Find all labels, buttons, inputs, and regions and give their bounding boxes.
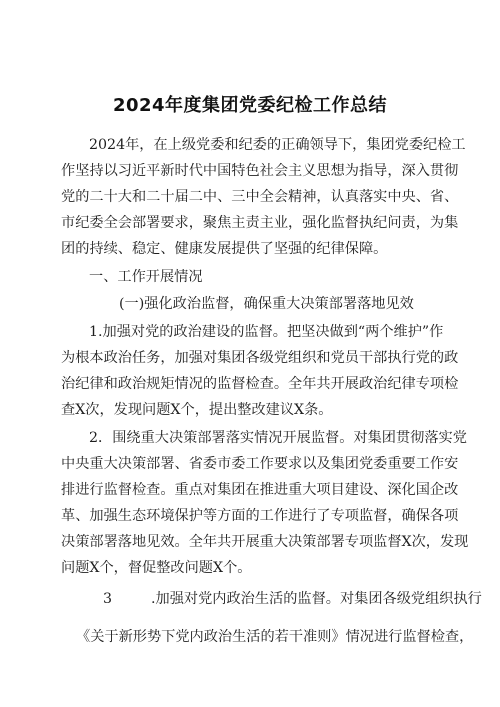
item-1-line-4: 查X次，发现问题X个，提出整改建议X条。: [61, 402, 333, 418]
item-2-line-3: 排进行监督检查。重点对集团在推进重大项目建设、深化国企改: [61, 482, 459, 498]
intro-line-5: 团的持续、稳定、健康发展提供了坚强的纪律保障。: [61, 241, 388, 257]
item-2-line-6: 问题X个，督促整改问题X个。: [61, 560, 252, 576]
intro-line-2: 作坚持以习近平新时代中国特色社会主义思想为指导，深入贯彻: [61, 163, 459, 179]
item-1-line-2: 为根本政治任务，加强对集团各级党组织和党员干部执行党的政: [61, 350, 459, 366]
section-heading-1: 一、工作开展情况: [89, 269, 203, 285]
item-1-line-1: 1.加强对党的政治建设的监督。把坚决做到“两个维护”作: [89, 324, 444, 340]
item-2-line-5: 决策部署落地见效。全年共开展重大决策部署专项监督X次，发现: [61, 534, 469, 550]
item-3-line-1: .加强对党内政治生活的监督。对集团各级党组织执行: [151, 591, 482, 607]
item-3-number: 3: [103, 591, 113, 607]
item-2-line-2: 中央重大决策部署、省委市委工作要求以及集团党委重要工作安: [61, 456, 459, 472]
document-title: 2024年度集团党委纪检工作总结: [112, 95, 388, 116]
intro-line-3: 党的二十大和二十届二中、三中全会精神，认真落实中央、省、: [61, 189, 459, 205]
intro-line-1: 2024年，在上级党委和纪委的正确领导下，集团党委纪检工: [89, 137, 466, 153]
subsection-heading-1: (一)强化政治监督，确保重大决策部署落地见效: [119, 296, 414, 312]
item-1-line-3: 治纪律和政治规矩情况的监督检查。全年共开展政治纪律专项检: [61, 376, 459, 392]
item-2-line-1: 2．围绕重大决策部署落实情况开展监督。对集团贯彻落实党: [89, 430, 467, 446]
item-2-line-4: 革、加强生态环境保护等方面的工作进行了专项监督，确保各项: [61, 508, 459, 524]
intro-line-4: 市纪委全会部署要求，聚焦主责主业，强化监督执纪问责，为集: [61, 215, 459, 231]
item-3-line-2: 《关于新形势下党内政治生活的若干准则》情况进行监督检查，: [76, 629, 474, 645]
